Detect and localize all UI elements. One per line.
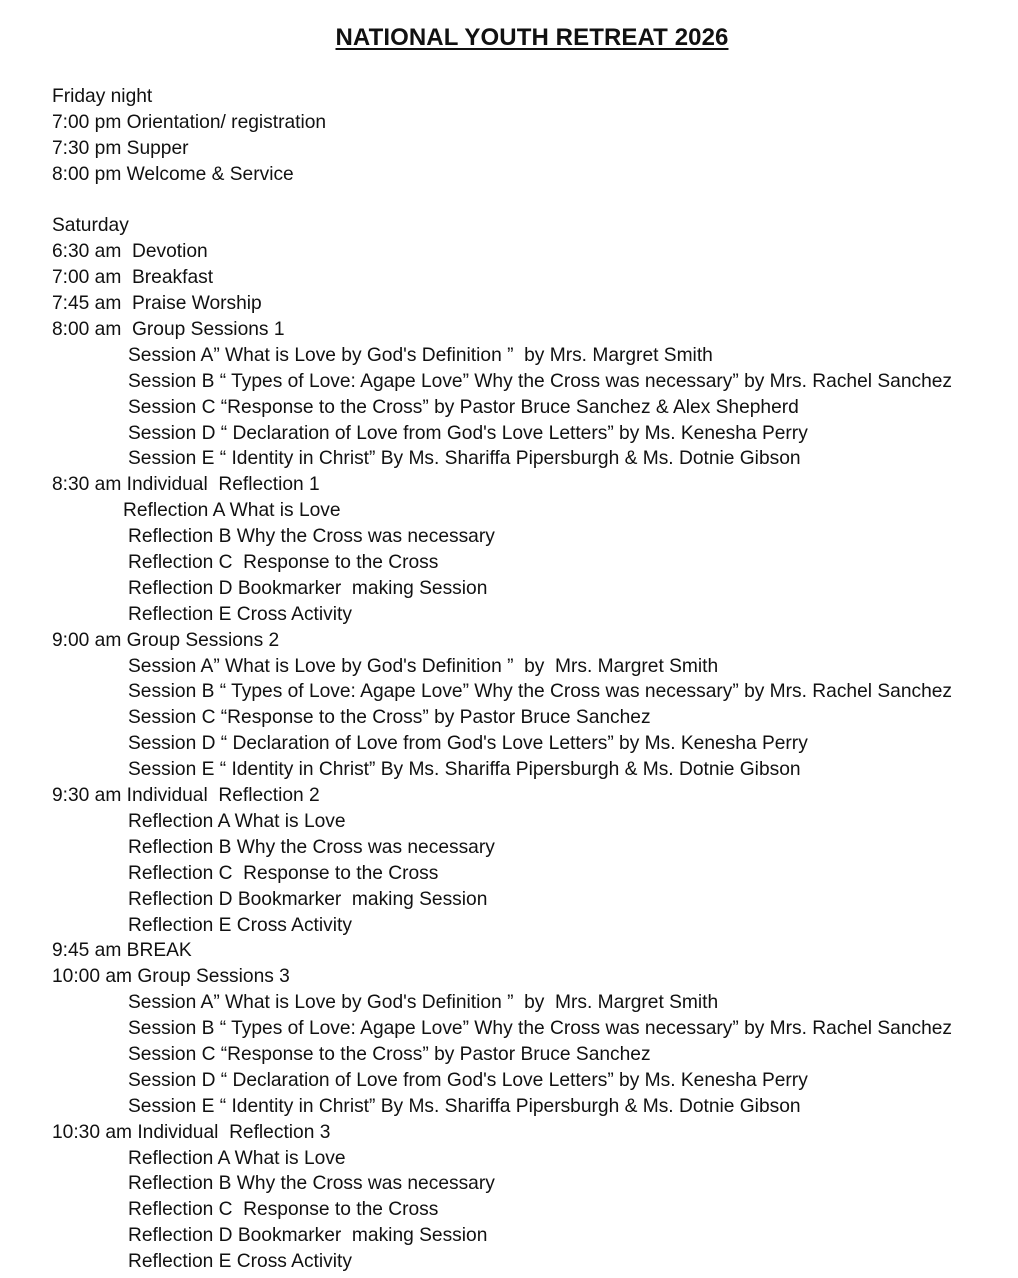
session-item: Session D “ Declaration of Love from God's Love Letters” by Ms. Kenesha Perry: [128, 1069, 808, 1091]
session-item: Session E “ Identity in Christ” By Ms. Shariffa Pipersburgh & Ms. Dotnie Gibson: [128, 1095, 801, 1117]
reflection-item: Reflection E Cross Activity: [128, 1251, 352, 1273]
schedule-item: 10:30 am Individual Reflection 3: [52, 1121, 331, 1143]
reflection-item: Reflection D Bookmarker making Session: [128, 888, 488, 910]
session-item: Session E “ Identity in Christ” By Ms. Shariffa Pipersburgh & Ms. Dotnie Gibson: [128, 448, 801, 470]
reflection-item: Reflection A What is Love: [128, 810, 346, 832]
reflection-item: Reflection B Why the Cross was necessary: [128, 1173, 495, 1195]
session-item: Session B “ Types of Love: Agape Love” Why the Cross was necessary” by Mrs. Rachel Sanchez: [128, 681, 953, 703]
reflection-item: Reflection B Why the Cross was necessary: [128, 836, 495, 858]
schedule-item: 7:45 am Praise Worship: [52, 293, 262, 315]
session-item: Session C “Response to the Cross” by Pastor Bruce Sanchez: [128, 1043, 651, 1065]
reflection-item: Reflection C Response to the Cross: [128, 862, 439, 884]
session-item: Session B “ Types of Love: Agape Love” Why the Cross was necessary” by Mrs. Rachel Sanchez: [128, 1018, 953, 1040]
schedule-item: 7:30 pm Supper: [52, 137, 189, 159]
schedule-item: 9:45 am BREAK: [52, 940, 192, 962]
reflection-item: Reflection E Cross Activity: [128, 914, 352, 936]
reflection-item: Reflection A What is Love: [123, 500, 341, 522]
session-item: Session E “ Identity in Christ” By Ms. Shariffa Pipersburgh & Ms. Dotnie Gibson: [128, 759, 801, 781]
session-item: Session B “ Types of Love: Agape Love” Why the Cross was necessary” by Mrs. Rachel Sanchez: [128, 370, 953, 392]
reflection-item: Reflection D Bookmarker making Session: [128, 1225, 488, 1247]
reflection-item: Reflection D Bookmarker making Session: [128, 577, 488, 599]
reflection-item: Reflection E Cross Activity: [128, 603, 352, 625]
schedule-item: 10:00 am Group Sessions 3: [52, 966, 290, 988]
reflection-item: Reflection C Response to the Cross: [128, 1199, 439, 1221]
session-item: Session A” What is Love by God's Definition ” by Mrs. Margret Smith: [128, 344, 713, 366]
schedule: [52, 84, 1018, 1275]
schedule-item: 8:30 am Individual Reflection 1: [52, 474, 320, 496]
session-item: Session D “ Declaration of Love from God's Love Letters” by Ms. Kenesha Perry: [128, 422, 808, 444]
section-gap: [52, 188, 1018, 214]
schedule-item: 7:00 am Breakfast: [52, 267, 214, 289]
schedule-item: 8:00 am Group Sessions 1: [52, 319, 285, 341]
schedule-item: 6:30 am Devotion: [52, 241, 208, 263]
session-item: Session A” What is Love by God's Definition ” by Mrs. Margret Smith: [128, 992, 719, 1014]
schedule-item: 9:00 am Group Sessions 2: [52, 629, 280, 651]
session-item: Session C “Response to the Cross” by Pastor Bruce Sanchez & Alex Shepherd: [128, 396, 799, 418]
schedule-item: 9:30 am Individual Reflection 2: [52, 785, 320, 807]
page-title: NATIONAL YOUTH RETREAT 2026: [335, 24, 729, 51]
saturday-heading: Saturday: [52, 215, 129, 237]
reflection-item: Reflection C Response to the Cross: [128, 552, 439, 574]
reflection-item: Reflection A What is Love: [128, 1147, 346, 1169]
schedule-item: 7:00 pm Orientation/ registration: [52, 111, 327, 133]
friday-heading: Friday night: [52, 86, 153, 107]
session-item: Session A” What is Love by God's Definition ” by Mrs. Margret Smith: [128, 655, 719, 677]
schedule-item: 8:00 pm Welcome & Service: [52, 163, 294, 185]
reflection-item: Reflection B Why the Cross was necessary: [128, 526, 495, 548]
session-item: Session C “Response to the Cross” by Pastor Bruce Sanchez: [128, 707, 651, 729]
session-item: Session D “ Declaration of Love from God's Love Letters” by Ms. Kenesha Perry: [128, 733, 808, 755]
